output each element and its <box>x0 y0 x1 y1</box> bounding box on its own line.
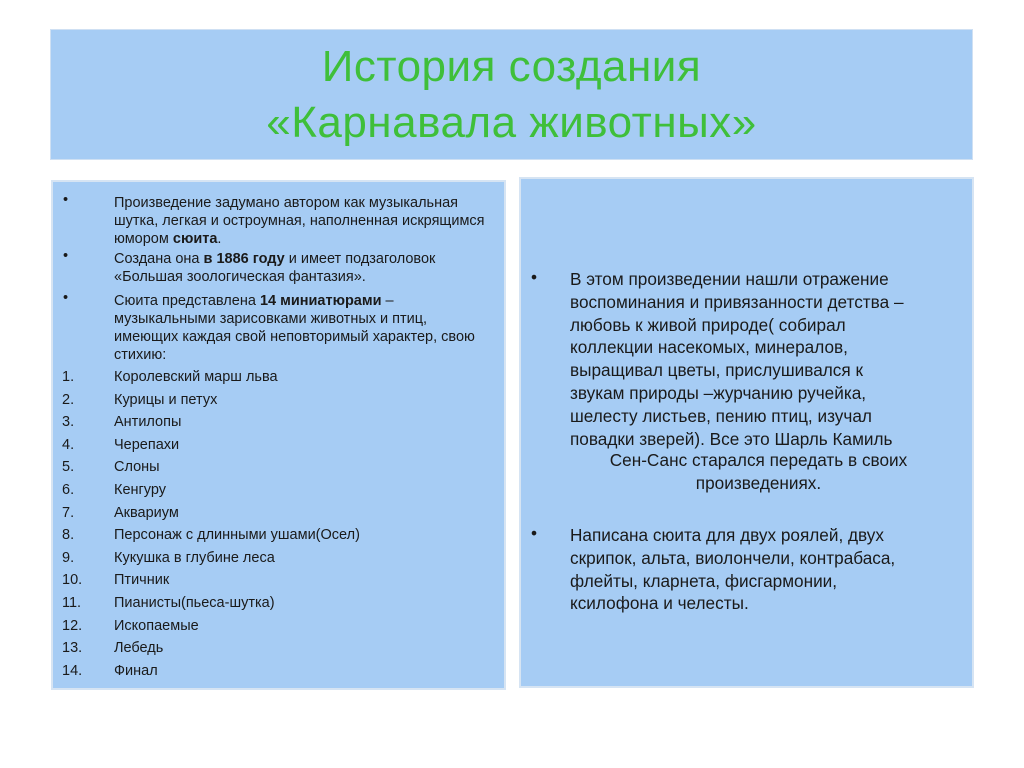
list-item <box>53 479 504 501</box>
right-p2-text <box>570 524 965 615</box>
left-p2-bold: в 1886 году <box>203 251 285 267</box>
list-item-number: 4. <box>62 436 75 453</box>
text-line: звукам природы –журчанию ручейка, <box>570 382 867 403</box>
list-item <box>53 615 504 637</box>
text-line: скрипок, альта, виолончели, контрабаса, <box>570 547 896 568</box>
list-item-number: 11. <box>62 595 82 611</box>
slide-title-line-2: «Карнавала животных» <box>266 97 757 147</box>
left-p2-pre: Создана она <box>114 251 204 267</box>
list-item-label: Персонаж с длинными ушами(Осел) <box>114 527 360 544</box>
list-item-label: Пианисты(пьеса-шутка) <box>114 595 275 611</box>
list-item <box>53 389 504 411</box>
text-line: Написана сюита для двух роялей, двух <box>570 525 884 545</box>
list-item <box>53 366 504 388</box>
list-item <box>53 592 504 614</box>
list-item-number: 2. <box>62 391 75 408</box>
bullet-icon: • <box>63 290 69 306</box>
list-item-label: Лебедь <box>114 640 164 657</box>
list-item-number: 7. <box>62 504 75 521</box>
list-item-number: 14. <box>62 662 83 679</box>
text-line: В этом произведении нашли отражение <box>570 269 889 289</box>
list-item <box>53 524 504 546</box>
text-line: ксилофона и челесты. <box>570 593 749 614</box>
left-p3-bold: 14 миниатюрами <box>259 293 382 309</box>
bullet-icon: • <box>63 192 69 208</box>
list-item <box>53 502 504 524</box>
left-p1-bold: сюита <box>172 231 218 247</box>
list-item-label: Слоны <box>114 459 160 476</box>
list-item-number: 1. <box>62 369 75 385</box>
text-line: выращивал цветы, прислушивался к <box>570 360 863 381</box>
text-line: воспоминания и привязанности детства – <box>570 291 904 312</box>
list-item-label: Кенгуру <box>114 482 167 498</box>
left-p3-pre: Сюита представлена <box>114 293 260 309</box>
text-line: любовь к живой природе( собирал <box>570 314 846 335</box>
list-item <box>53 547 504 569</box>
text-line: Сен-Санс старался передать в своих <box>609 450 908 470</box>
text-line: шелесту листьев, пению птиц, изучал <box>570 405 872 426</box>
bullet-icon: • <box>531 267 538 287</box>
text-line: флейты, кларнета, фисгармонии, <box>570 570 838 591</box>
slide-title-line-1: История создания <box>321 41 702 91</box>
list-item <box>53 411 504 433</box>
title-panel <box>51 30 972 159</box>
list-item-number: 6. <box>62 482 75 498</box>
text-line: повадки зверей). Все это Шарль Камиль <box>570 428 893 449</box>
list-item-number: 5. <box>62 459 75 476</box>
list-item-number: 3. <box>62 414 75 431</box>
list-item-number: 8. <box>62 527 75 544</box>
left-content-panel <box>53 182 504 688</box>
list-item-label: Птичник <box>114 572 170 589</box>
list-item-label: Черепахи <box>114 436 180 453</box>
list-item-label: Королевский марш льва <box>114 369 278 385</box>
list-item <box>53 569 504 591</box>
left-p1-text: Произведение задумано автором как музыкальная шутка, легкая и остроумная, наполненная искрящимся юмором <box>114 195 485 247</box>
text-line: произведениях. <box>695 472 822 493</box>
list-item <box>53 456 504 478</box>
list-item <box>53 637 504 659</box>
right-p1-text <box>570 268 965 450</box>
right-p1-tail-text <box>561 449 956 495</box>
left-p1-end: . <box>217 231 222 247</box>
list-item-number: 9. <box>62 549 75 566</box>
left-p3-post: – музыкальными зарисовками животных и птиц, имеющих каждая свой неповторимый характер, свою стихию: <box>114 293 475 363</box>
left-p2-post: и имеет подзаголовок «Большая зоологическая фантазия». <box>114 251 436 285</box>
list-item-label: Антилопы <box>114 414 182 431</box>
bullet-icon: • <box>531 523 538 543</box>
text-line: коллекции насекомых, минералов, <box>570 337 848 358</box>
right-content-panel <box>521 179 972 686</box>
list-item <box>53 434 504 456</box>
list-item-label: Аквариум <box>114 504 179 521</box>
list-item-label: Ископаемые <box>114 617 199 634</box>
bullet-icon: • <box>63 248 69 264</box>
list-item-label: Кукушка в глубине леса <box>114 549 275 566</box>
list-item-number: 12. <box>62 617 83 634</box>
list-item-number: 10. <box>62 572 83 589</box>
list-item <box>53 660 504 682</box>
list-item-label: Финал <box>114 662 158 679</box>
list-item-number: 13. <box>62 640 83 657</box>
list-item-label: Курицы и петух <box>114 391 218 408</box>
